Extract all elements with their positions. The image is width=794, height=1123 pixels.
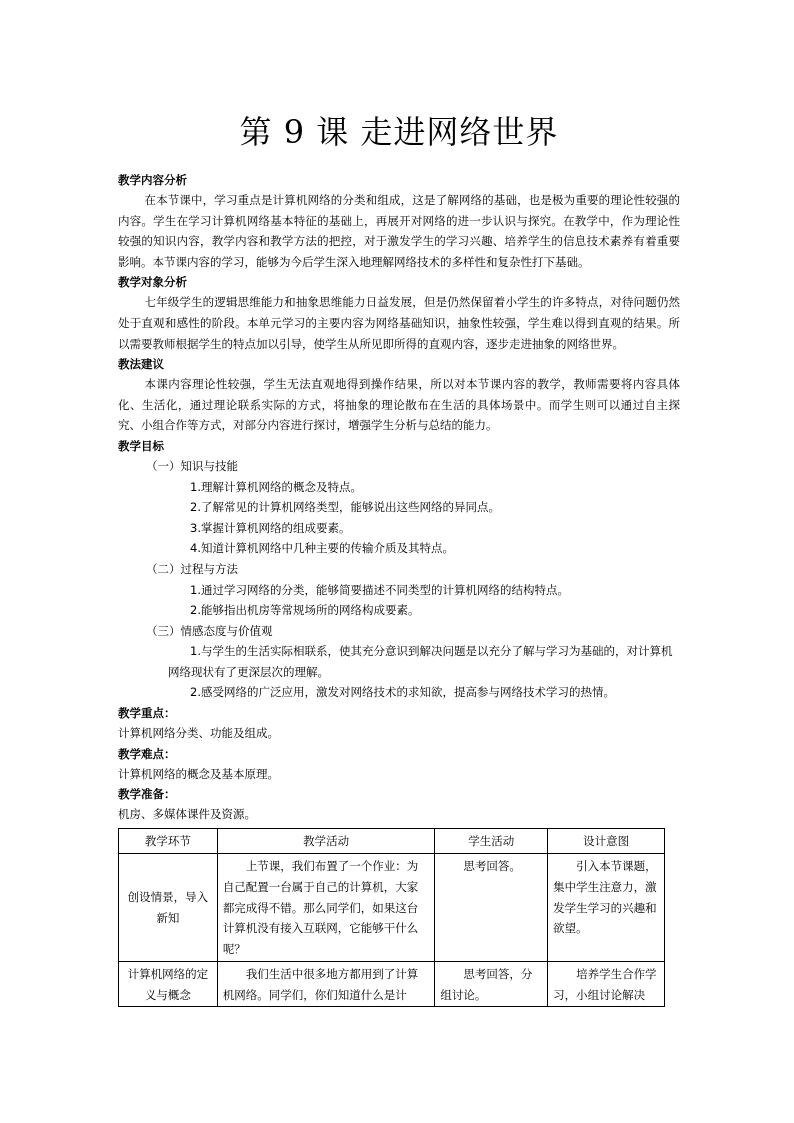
paragraph-content-analysis: 在本节课中，学习重点是计算机网络的分类和组成，这是了解网络的基础，也是极为重要的理论性较强的内容。学生在学习计算机网络基本特征的基础上，再展开对网络的进一步认识与探究。在教学中，作为理论性较强的知识内容，教学内容和教学方法的把控，对于激发学生的学习兴趣、培养学生的信息技术素养有着重要影响。本节课内容的学习，能够为今后学生深入地理解网络技术的多样性和复杂性打下基础。 <box>118 193 680 269</box>
section-heading-content-analysis: 教学内容分析 <box>118 173 187 187</box>
section-heading-student-analysis: 教学对象分析 <box>118 275 187 290</box>
document-title: 第 9 课 走进网络世界 <box>239 113 559 151</box>
table-header-cell: 教学活动 <box>217 828 435 854</box>
key-points-text: 计算机网络分类、功能及组成。 <box>118 726 279 741</box>
table-cell-stage: 创设情景，导入新知 <box>119 854 218 962</box>
table-cell-student: 思考回答，分组讨论。 <box>435 962 548 1007</box>
document-page <box>118 112 680 1007</box>
goal-group-label: （三）情感态度与价值观 <box>146 623 273 638</box>
section-heading-goals: 教学目标 <box>118 438 164 453</box>
goal-item: 2.能够指出机房等常规场所的网络构成要素。 <box>190 603 420 618</box>
table-cell-student: 思考回答。 <box>435 854 548 962</box>
preparation-text: 机房、多媒体课件及资源。 <box>118 807 256 822</box>
table-header-row <box>119 828 665 854</box>
goal-item: 3.掌握计算机网络的组成要素。 <box>190 520 351 535</box>
section-heading-difficulties: 教学难点： <box>118 746 176 761</box>
goal-group-label: （一）知识与技能 <box>146 458 238 473</box>
table-cell-activity: 上节课，我们布置了一个作业：为自己配置一台属于自己的计算机，大家都完成得不错。那么同学们，如果这台计算机没有接入互联网，它能够干什么呢？ <box>217 854 435 962</box>
goal-item: 2.了解常见的计算机网络类型，能够说出这些网络的异同点。 <box>190 500 500 515</box>
table-header-cell: 设计意图 <box>548 828 665 854</box>
table-cell-activity: 我们生活中很多地方都用到了计算机网络。同学们，你们知道什么是计 <box>217 962 435 1007</box>
difficulties-text: 计算机网络的概念及基本原理。 <box>118 766 279 781</box>
goal-group-label: （二）过程与方法 <box>146 561 238 576</box>
goal-item: 1.通过学习网络的分类，能够简要描述不同类型的计算机网络的结构特点。 <box>190 582 569 597</box>
table-header-cell: 学生活动 <box>435 828 548 854</box>
section-heading-preparation: 教学准备： <box>118 787 176 802</box>
table-header-cell: 教学环节 <box>119 828 218 854</box>
table-row <box>119 962 665 1007</box>
goal-item: 4.知道计算机网络中几种主要的传输介质及其特点。 <box>190 541 454 556</box>
goal-item: 2.感受网络的广泛应用，激发对网络技术的求知欲，提高参与网络技术学习的热情。 <box>190 685 615 700</box>
table-cell-stage: 计算机网络的定义与概念 <box>119 962 218 1007</box>
paragraph-method: 本课内容理论性较强，学生无法直观地得到操作结果，所以对本节课内容的教学，教师需要将内容具体化、生活化，通过理论联系实际的方式，将抽象的理论散布在生活的具体场景中。而学生则可以通过自主探究、小组合作等方式，对部分内容进行探讨，增强学生分析与总结的能力。 <box>118 377 680 433</box>
lesson-plan-table <box>118 828 665 1008</box>
goal-item: 1.理解计算机网络的概念及特点。 <box>190 479 362 494</box>
table-cell-intent: 引入本节课题，集中学生注意力，激发学生学习的兴趣和欲望。 <box>548 854 665 962</box>
section-heading-method: 教法建议 <box>118 357 164 372</box>
section-heading-key-points: 教学重点： <box>118 706 176 721</box>
paragraph-student-analysis: 七年级学生的逻辑思维能力和抽象思维能力日益发展，但是仍然保留着小学生的许多特点，对待问题仍然处于直观和感性的阶段。本单元学习的主要内容为网络基础知识，抽象性较强，学生难以得到直观的结果。所以需要教师根据学生的特点加以引导，使学生从所见即所得的直观内容，逐步走进抽象的网络世界。 <box>118 295 680 351</box>
table-row <box>119 854 665 962</box>
goal-item: 1.与学生的生活实际相联系，使其充分意识到解决问题是以充分了解与学习为基础的，对计算机网络现状有了更深层次的理解。 <box>168 644 673 679</box>
table-cell-intent: 培养学生合作学习，小组讨论解决 <box>548 962 665 1007</box>
